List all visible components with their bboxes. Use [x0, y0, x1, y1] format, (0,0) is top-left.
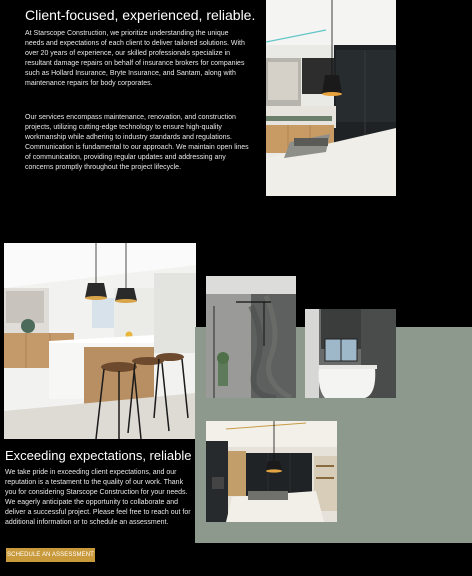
kitchen-pendant-photo: [266, 0, 396, 196]
kitchen-island-photo: [4, 243, 196, 439]
shower-photo: [206, 276, 296, 398]
section-title-client-focused: Client-focused, experienced, reliable.: [25, 7, 256, 23]
schedule-assessment-button[interactable]: SCHEDULE AN ASSESSMENT: [6, 548, 95, 562]
intro-paragraph: At Starscope Construction, we prioritize understanding the unique needs and expectations of each client to deliver tailored solutions. With over 20 years of experience, our skilled professionals specialize in resultant damage repairs on behalf of insurance brokers for companies such as Hollard Insurance, Bryte Insurance, and Santam, along with maintenance repairs for body corporates.: [25, 30, 245, 87]
bathtub-photo: [305, 309, 396, 398]
closing-paragraph: We take pride in exceeding client expectations, and our reputation is a testament to the quality of our work. Thank you for considering Starscope Construction for your needs. We eagerly anticipate the opportunity to collaborate and deliver a successful project. Please feel free to reach out for additional information or to schedule an assessment.: [5, 469, 191, 526]
section-title-exceeding-expectations: Exceeding expectations, reliable: [5, 448, 192, 463]
services-paragraph: Our services encompass maintenance, renovation, and construction projects, utilizing cutting-edge technology to ensure high-quality workmanship while adhering to industry standards and regulations. Communication is fundamental to our approach. We maintain open lines of communication, providing regular updates and addressing any concerns promptly throughout the project lifecycle.: [25, 114, 249, 171]
dark-kitchen-photo: [206, 421, 337, 522]
